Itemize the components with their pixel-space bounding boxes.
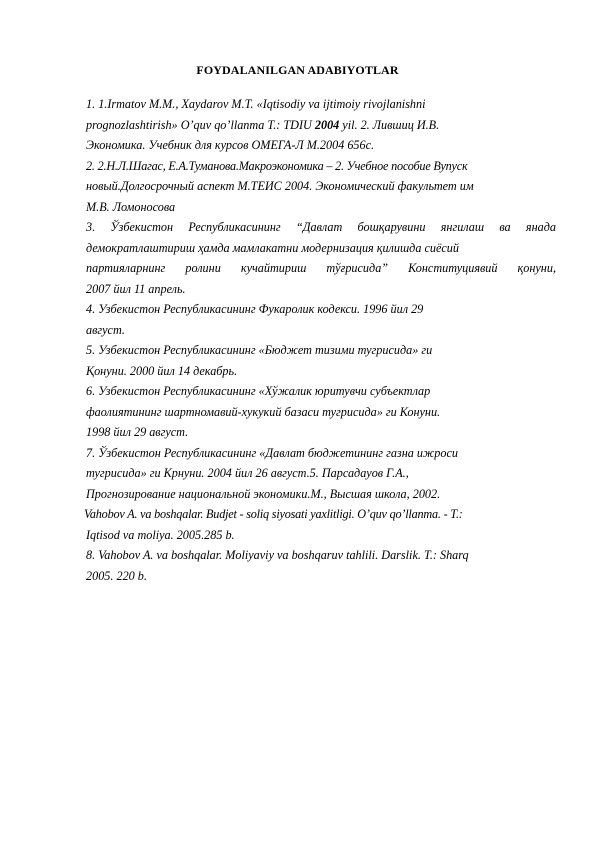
reference-line: Прогнозирование национальной экономики.М., Высшая школа, 2002. <box>86 486 441 501</box>
reference-line: 7. Ўзбекистон Республикасининг «Давлат бюджетининг газна ижроси <box>86 445 458 460</box>
reference-line: 3. Ўзбекистон Республикасининг “Давлат бошқарувини янгилаш ва янада <box>86 220 556 234</box>
reference-line: 2007 йил 11 апрель. <box>86 281 186 296</box>
reference-line: М.В. Ломоносова <box>86 199 176 214</box>
reference-line: новый.Долгосрочный аспект М.ТЕИС 2004. Экономический факультет им <box>86 179 474 193</box>
references-list <box>86 94 556 586</box>
reference-line: 5. Узбекистон Республикасининг «Бюджет тизими тугрисида» ги <box>86 343 433 357</box>
reference-line: Iqtisod va moliya. 2005.285 b. <box>86 527 235 542</box>
reference-line: демократлаштириш ҳамда мамлакатни модернизация қилишда сиёсий <box>86 240 459 255</box>
reference-line <box>86 115 556 136</box>
reference-line: 8. Vahobov A. va boshqalar. Moliyaviy va boshqaruv tahlili. Darslik. T.: Sharq <box>86 548 469 562</box>
reference-line: Экономика. Учебник для курсов ОМЕГА-Л М.2004 656с. <box>86 138 375 152</box>
reference-line: 1998 йил 29 август. <box>86 425 189 439</box>
reference-line: 1. 1.Irmatov M.M., Xaydarov M.T. «Iqtisodiy va ijtimoiy rivojlanishni <box>86 97 426 111</box>
reference-line: август. <box>86 322 125 337</box>
reference-line: тугрисида» ги Крнуни. 2004 йил 26 август.5. Парсадаyов Г.А., <box>86 466 409 480</box>
page-title: FOYDALANILGAN ADABIYOTLAR <box>196 63 399 77</box>
reference-line: 2. 2.Н.Л.Шагас, Е.А.Туманова.Макроэкономика – 2. Учебное пособие Вупуск <box>86 158 468 173</box>
reference-line: партияларнинг ролини кучайтириш тўғрисида” Конституциявий қонуни, <box>86 261 556 275</box>
reference-line-text: prognozlashtirish» O’quv qo’llanma T.: TDIU <box>86 117 312 132</box>
reference-line: 6. Узбекистон Республикасининг «Хўжалик юритувчи субъектлар <box>86 384 431 398</box>
reference-line: фаолиятининг шартномавий-хукукий базаси тугрисида» ги Конуни. <box>86 404 441 419</box>
reference-line: Vahobov A. va boshqalar. Budjet - soliq siyosati yaxlitligi. O’quv qo’llanma. - T.: <box>84 507 463 521</box>
reference-line-tail: yil. 2. Лившиц И.В. <box>339 117 440 132</box>
reference-line: Қонуни. 2000 йил 14 декабрь. <box>86 363 238 378</box>
reference-year: 2004 <box>314 117 340 132</box>
reference-line: 2005. 220 b. <box>86 568 147 583</box>
reference-line: 4. Узбекистон Республикасининг Фукаролик кодекси. 1996 йил 29 <box>86 302 424 316</box>
